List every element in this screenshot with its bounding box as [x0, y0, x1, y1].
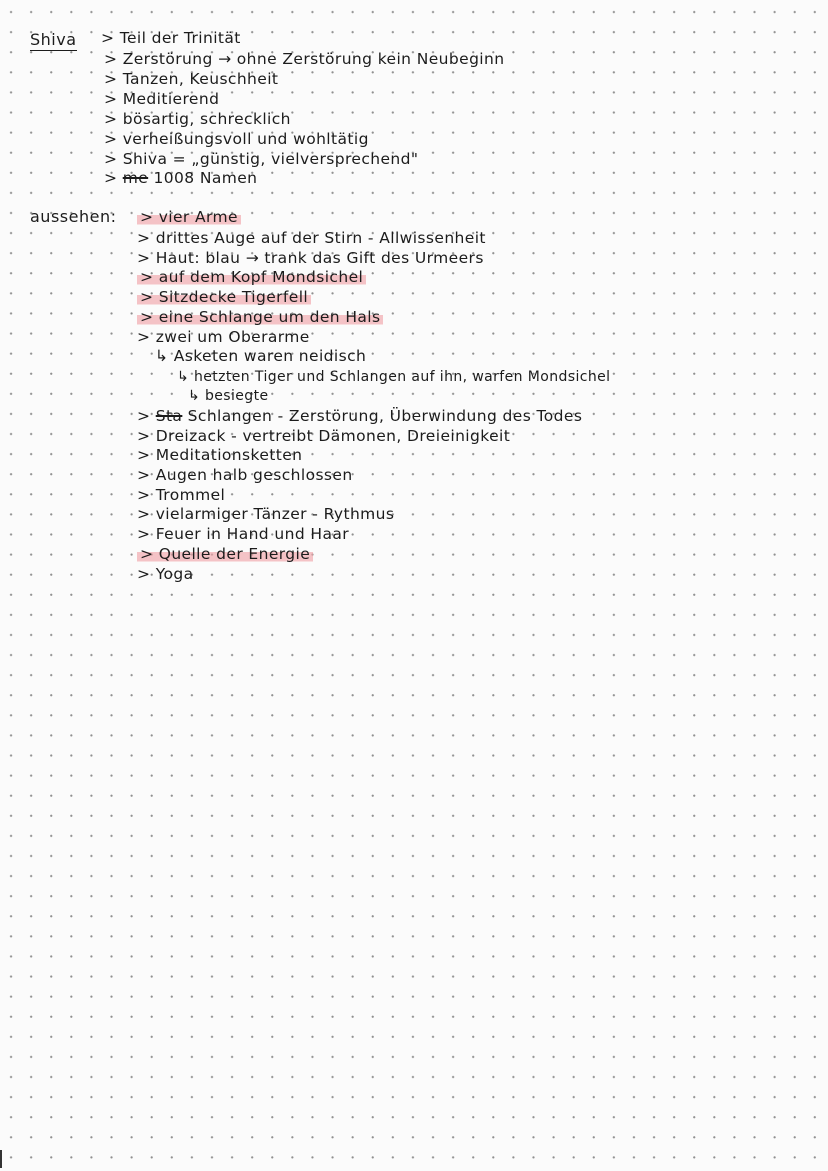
highlight: > Quelle der Energie [137, 545, 313, 563]
aussehen-item [137, 288, 311, 307]
names-text: 1008 Namen [153, 169, 258, 187]
highlight: > vier Arme [137, 208, 241, 226]
shiva-item: > Tanzen, Keuschheit [104, 70, 279, 88]
shiva-item: > Zerstörung → ohne Zerstörung kein Neubeginn [104, 50, 505, 68]
shiva-item: > verheißungsvoll und wohltätig [104, 130, 369, 148]
shiva-item: > Teil der Trinität [101, 29, 241, 47]
aussehen-item: > drittes Auge auf der Stirn - Allwissenheit [137, 229, 486, 247]
aussehen-item: > Meditationsketten [137, 446, 303, 464]
highlight: > auf dem Kopf Mondsichel [137, 268, 366, 286]
aussehen-item [137, 308, 383, 327]
snakes-text: Schlangen - Zerstörung, Überwindung des Todes [187, 407, 583, 425]
bullet: > [104, 169, 123, 187]
aussehen-item: > Dreizack - vertreibt Dämonen, Dreieinigkeit [137, 427, 511, 445]
aussehen-item-snakes [137, 407, 582, 426]
aussehen-item: > Haut: blau → trank das Gift des Urmeers [137, 249, 484, 267]
highlight: > Sitzdecke Tigerfell [137, 288, 311, 306]
aussehen-item [137, 208, 241, 227]
bullet: > [137, 407, 156, 425]
aussehen-subitem: ↳ besiegte [188, 388, 269, 404]
aussehen-item [137, 268, 366, 287]
shiva-item: > bösartig, schrecklich [104, 110, 291, 128]
crossed-out-word: me [122, 169, 149, 187]
aussehen-item: > zwei um Oberarme [137, 328, 310, 346]
aussehen-item: > vielarmiger Tänzer - Rythmus [137, 505, 395, 523]
aussehen-item: > Yoga [137, 565, 194, 583]
highlight: > eine Schlange um den Hals [137, 308, 383, 326]
aussehen-heading: aussehen: [30, 207, 117, 226]
crossed-out-word: Sta [155, 407, 183, 425]
shiva-heading: Shiva [30, 30, 77, 49]
shiva-item: > Shiva = „günstig, vielversprechend" [104, 150, 419, 168]
shiva-item: > Meditierend [104, 90, 220, 108]
shiva-item-names [104, 169, 257, 188]
aussehen-item: > Trommel [137, 486, 226, 504]
aussehen-item: > Augen halb geschlossen [137, 466, 353, 484]
page-edge-mark [0, 1150, 2, 1168]
aussehen-subitem: ↳ Asketen waren neidisch [155, 347, 367, 365]
aussehen-subitem: ↳ hetzten Tiger und Schlangen auf ihn, warfen Mondsichel [177, 369, 611, 385]
aussehen-item: > Feuer in Hand und Haar [137, 525, 350, 543]
aussehen-item [137, 545, 313, 564]
